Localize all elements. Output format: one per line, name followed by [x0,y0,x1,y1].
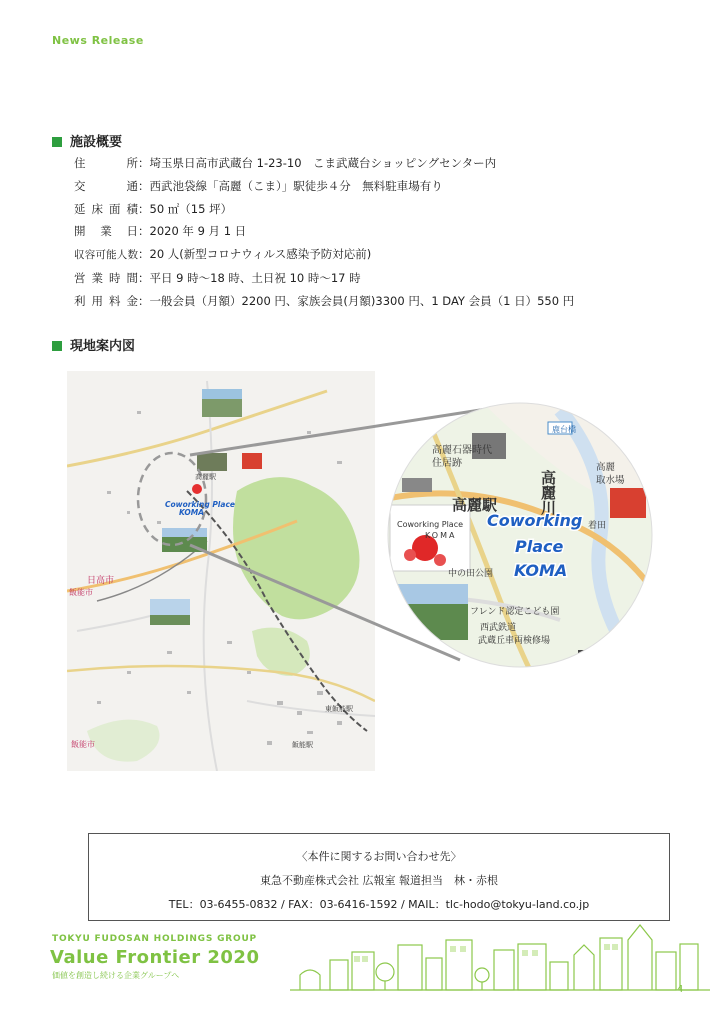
detail-row-hours: 営業時間：平日 9 時～18 時、土日祝 10 時～17 時 [74,270,361,285]
depot-label: 武蔵丘車両検修場 [478,636,551,646]
facility-heading: 施設概要 [52,131,122,150]
water-intake-label: 取水場 [596,475,625,486]
koma-big-label: KOMA [514,561,568,580]
hanno-city-label: 飯能市 [69,588,93,597]
cp-logo-label: Coworking Place [397,520,464,529]
contact-details: TEL：03-6455-0832 / FAX：03-6416-1592 / MAIL：tlc-hodo@tokyu-land.co.jp [168,898,590,911]
coworking-big-label: Coworking [487,511,583,530]
coworking-small-label: Coworking Place [165,500,235,509]
seibu-railway-label: 西武鉄道 [480,623,517,633]
koma-station-label: 高麗駅 [452,496,498,514]
cp-logo-koma-label: KOMA [425,531,457,540]
kofun-label-2: 住居跡 [432,458,462,469]
higashi-hanno-label: 東飯能駅 [325,705,353,713]
nakanoda-park-label: 中の田公園 [448,569,494,579]
brand-name: Value Frontier 2020 [50,947,260,968]
detail-row-address: 住 所：埼玉県日高市武蔵台 1-23-10 こま武蔵台ショッピングセンター内 [74,156,497,170]
news-release-label: News Release [52,34,144,47]
koma-small-label: KOMA [179,508,204,517]
koma-water-label: 高麗 [596,462,616,473]
detail-row-floor-area: 延床面積：50 ㎡（15 坪） [74,201,233,216]
page-number: 4 [677,984,684,995]
group-name: TOKYU FUDOSAN HOLDINGS GROUP [52,934,257,944]
brand-tagline: 価値を創造し続ける企業グループへ [52,971,180,980]
place-big-label: Place [515,537,564,556]
sign-label: 鹿台橋 [552,425,576,434]
kofun-label: 高麗石器時代 [432,445,492,456]
detail-row-access: 交 通：西武池袋線「高麗（こま）」駅徒歩４分 無料駐車場有り [74,178,443,193]
koma-river-label: 高麗川 [539,470,557,515]
kinchaku-label: 着田 [588,521,607,531]
koma-station-small-label: 高麗駅 [195,473,216,481]
contact-title: 〈本件に関するお問い合わせ先〉 [296,850,462,863]
kindergarten-label: フレンド認定こども園 [470,607,560,617]
detail-row-fees: 利用料金：一般会員（月額）2200 円、家族会員(月額)3300 円、1 DAY 会員（1 日）550 円 [74,293,575,308]
detail-row-opening-date: 開 業 日：2020 年 9 月 1 日 [74,224,247,239]
detail-row-capacity: 収容可能人数：20 人(新型コロナウィルス感染予防対応前) [74,247,372,262]
hanno-station-label: 飯能駅 [292,741,313,749]
map-heading: 現地案内図 [52,335,135,354]
hidaka-city-label: 日高市 [87,576,115,586]
hanno-city-label-2: 飯能市 [71,740,95,749]
contact-department: 東急不動産株式会社 広報室 報道担当 林・赤根 [260,874,498,887]
